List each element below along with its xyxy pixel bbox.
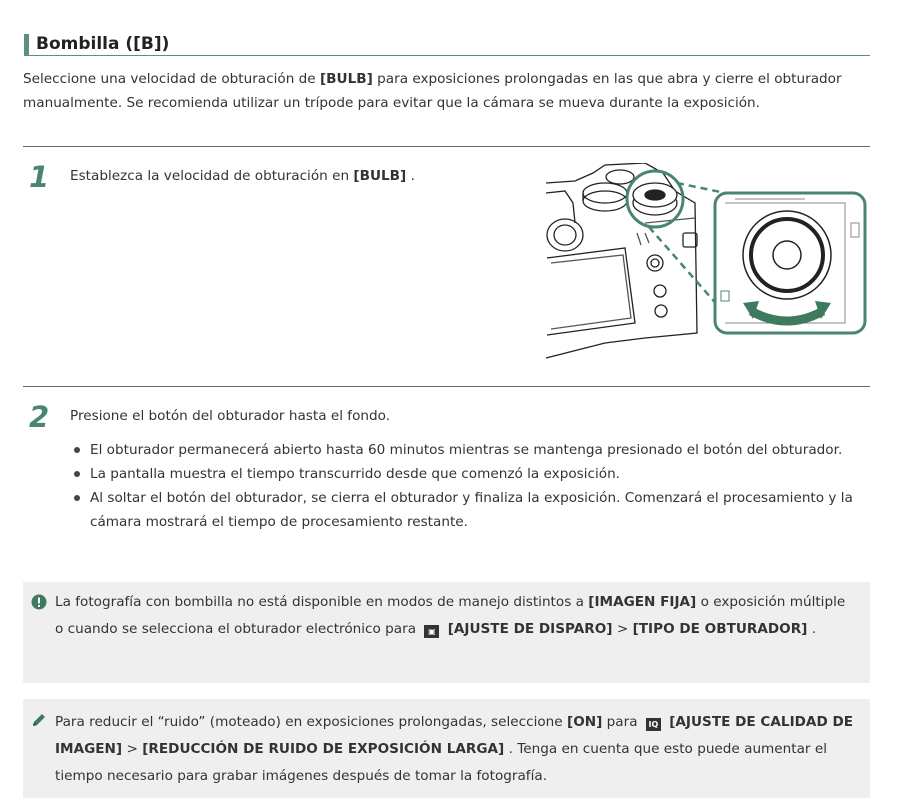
- tip-text-2: para: [602, 714, 642, 730]
- caution-text-1: La fotografía con bombilla no está disponible en modos de manejo distintos a: [55, 594, 589, 610]
- shooting-settings-icon: ▣: [424, 625, 439, 638]
- step-1-text-end: .: [406, 168, 415, 184]
- list-item: [70, 462, 870, 486]
- tip-term-2: [AJUSTE DE CALIDAD DE IMAGEN]: [55, 714, 854, 757]
- divider: [23, 146, 870, 147]
- list-item: [70, 486, 870, 534]
- shutter-dial-small: [633, 183, 677, 215]
- dial-closeup: [715, 193, 865, 333]
- bullet-text: La pantalla muestra el tiempo transcurrido desde que comenzó la exposición.: [90, 466, 621, 482]
- intro-paragraph: [23, 67, 873, 115]
- step-2-bullet-list: [70, 438, 870, 534]
- intro-text: Seleccione una velocidad de obturación de: [23, 71, 320, 87]
- bullet-dot: [74, 447, 80, 453]
- tip-term-1: [ON]: [566, 714, 603, 730]
- page-title: Bombilla ([B]): [36, 34, 170, 54]
- tip-text-end: . Tenga en cuenta que esto puede aumentar el tiempo necesario para grabar imágenes después de tomar la fotografía.: [55, 741, 827, 784]
- caution-term-1: [IMAGEN FIJA]: [588, 594, 697, 610]
- tip-text: [55, 709, 856, 790]
- pencil-icon: [31, 712, 47, 728]
- bullet-dot: [74, 495, 80, 501]
- caution-text-2: o exposición múltiple o cuando se selecciona el obturador electrónico para: [55, 594, 846, 637]
- list-item: [70, 438, 870, 462]
- caution-separator: >: [612, 621, 633, 637]
- caution-term-3: [TIPO DE OBTURADOR]: [632, 621, 808, 637]
- divider: [23, 386, 870, 387]
- bullet-dot: [74, 471, 80, 477]
- tip-note: [23, 699, 870, 798]
- heading-accent-bar: [24, 34, 29, 55]
- step-1-bulb-term: [BULB]: [353, 168, 407, 184]
- bullet-text: El obturador permanecerá abierto hasta 60 minutos mientras se mantenga presionado el botón del obturador.: [90, 442, 843, 458]
- section-heading: [24, 33, 870, 56]
- intro-bulb-term: [BULB]: [319, 71, 373, 87]
- bullet-text: Al soltar el botón del obturador, se cierra el obturador y finaliza la exposición. Comenzará el procesamiento y la cámara mostrará el tiempo de procesamiento restante.: [90, 490, 853, 530]
- intro-text-rest: para exposiciones prolongadas en las que abra y cierre el obturador manualmente. Se recomienda utilizar un trípode para evitar que la cámara se mueva durante la exposición.: [23, 71, 842, 111]
- camera-dial-illustration: [545, 163, 870, 361]
- step-2-text: Presione el botón del obturador hasta el fondo.: [70, 408, 391, 424]
- image-quality-icon: IQ: [646, 718, 661, 731]
- step-number-2: 2: [29, 400, 50, 434]
- exclamation-circle-icon: [31, 594, 47, 610]
- caution-text-end: .: [807, 621, 817, 637]
- step-1-text-start: Establezca la velocidad de obturación en: [70, 168, 354, 184]
- caution-term-2: [AJUSTE DE DISPARO]: [447, 621, 613, 637]
- step-number-1: 1: [29, 160, 50, 194]
- caution-note: [23, 582, 870, 683]
- step-1-text: [70, 165, 415, 187]
- tip-term-3: [REDUCCIÓN DE RUIDO DE EXPOSICIÓN LARGA]: [142, 741, 505, 757]
- tip-text-1: Para reducir el “ruido” (moteado) en exposiciones prolongadas, seleccione: [55, 714, 567, 730]
- tip-separator: >: [122, 741, 143, 757]
- caution-text: [55, 589, 856, 643]
